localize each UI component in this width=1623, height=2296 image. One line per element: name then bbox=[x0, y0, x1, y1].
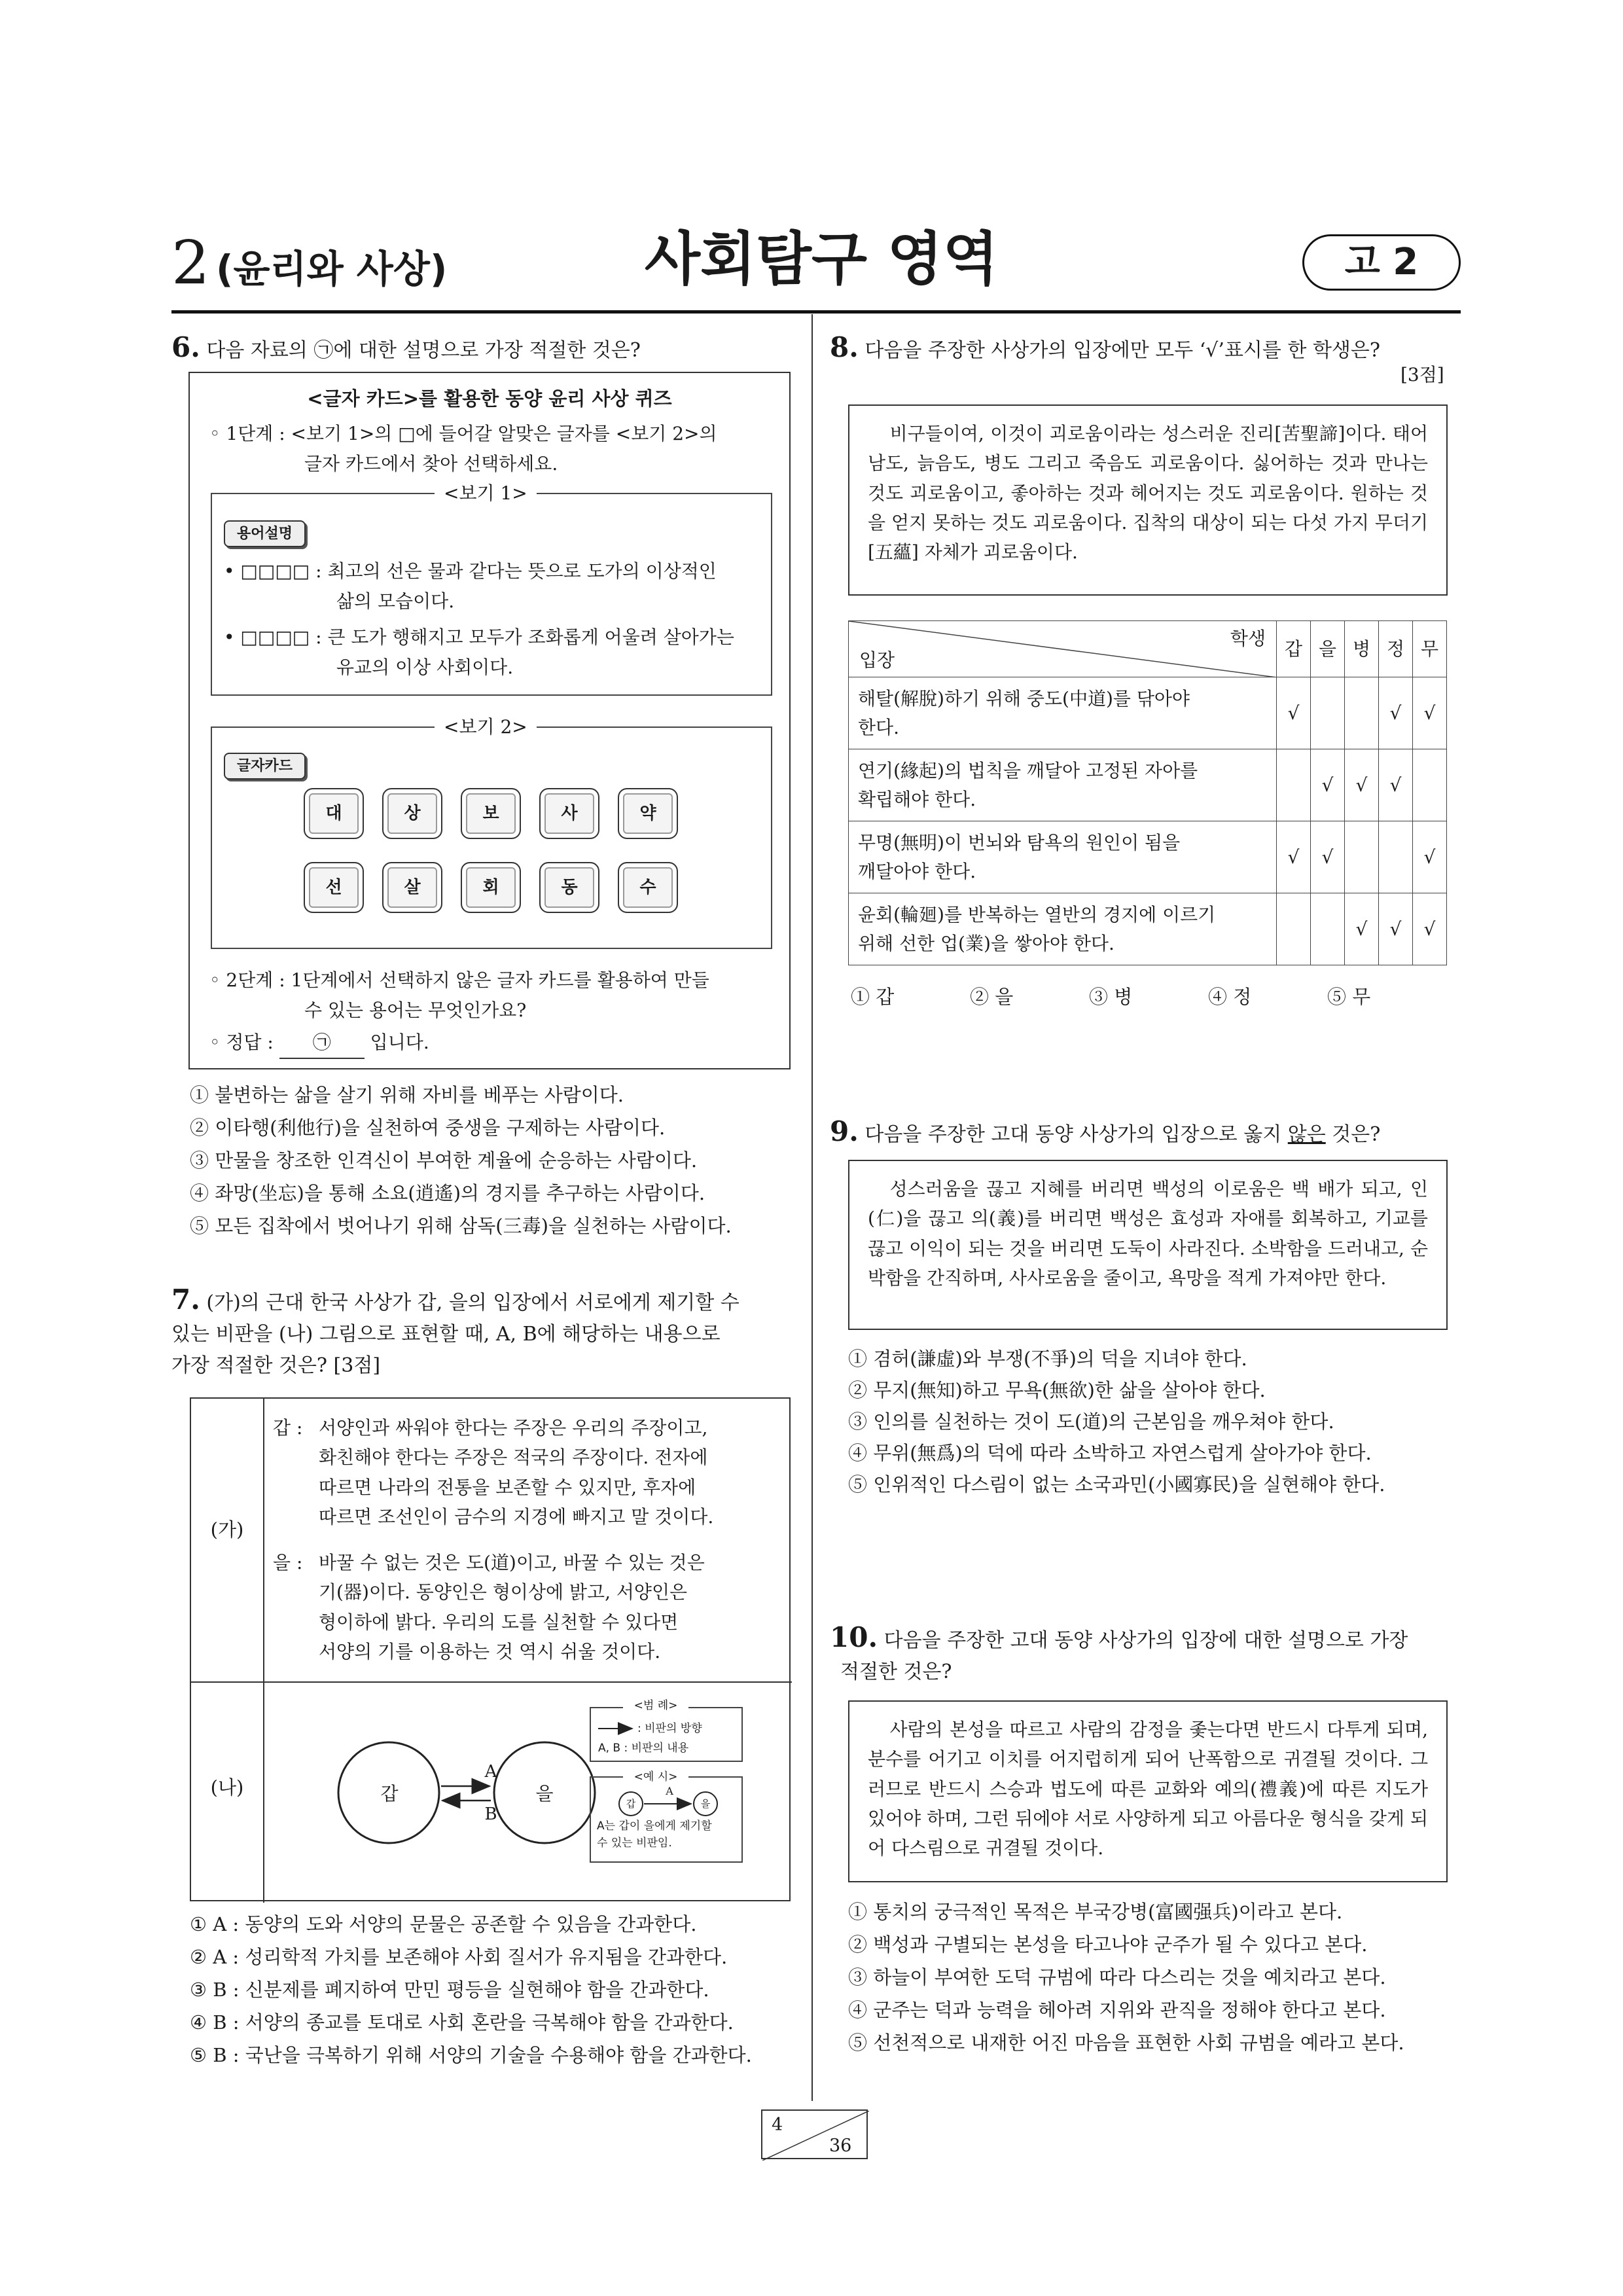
question-10-options bbox=[848, 1895, 1404, 2059]
legend-ab-text: A, B : 비판의 내용 bbox=[598, 1742, 689, 1755]
check-cell: √ bbox=[1311, 821, 1345, 893]
check-cell: √ bbox=[1413, 677, 1447, 749]
question-8-table-wrap bbox=[848, 620, 1447, 965]
question-text: 다음을 주장한 고대 동양 사상가의 입장으로 옳지 bbox=[865, 1123, 1282, 1146]
legend-title: <범 례> bbox=[623, 1698, 688, 1715]
subject-label: (윤리와 사상) bbox=[216, 247, 448, 291]
question-text-line1: (가)의 근대 한국 사상가 갑, 을의 입장에서 서로에게 제기할 수 bbox=[206, 1291, 740, 1314]
page-number: 2 bbox=[171, 228, 210, 298]
option[interactable]: ⑤ 인위적인 다스림이 없는 소국과민(小國寡民)을 실현해야 한다. bbox=[848, 1473, 1385, 1496]
table-corner-cell bbox=[849, 621, 1277, 677]
corner-students-label: 학생 bbox=[1230, 628, 1266, 649]
option[interactable]: ① 겸허(謙虛)와 부쟁(不爭)의 덕을 지녀야 한다. bbox=[848, 1348, 1247, 1370]
letter-card-tag: 글자카드 bbox=[224, 753, 306, 780]
example-box-1-legend: <보기 1> bbox=[435, 480, 537, 507]
question-6-options bbox=[190, 1079, 732, 1242]
letter-card: 살 bbox=[382, 862, 442, 913]
question-7-stem bbox=[171, 1284, 800, 1382]
option[interactable]: ③ B : 신분제를 폐지하여 만민 평등을 실현해야 함을 간과한다. bbox=[190, 1979, 709, 2001]
corner-positions-label: 입장 bbox=[859, 649, 895, 671]
letter-card: 약 bbox=[618, 788, 678, 839]
question-9-stem bbox=[830, 1109, 1458, 1153]
diagram-eul-label: 을 bbox=[535, 1783, 554, 1804]
term2-line1: • □□□□ : 큰 도가 행해지고 모두가 조화롭게 어울려 살아가는 bbox=[224, 626, 734, 648]
current-page: 4 bbox=[772, 2115, 783, 2135]
check-cell: √ bbox=[1277, 677, 1311, 749]
question-text: 다음 자료의 ㉠에 대한 설명으로 가장 적절한 것은? bbox=[206, 339, 641, 362]
example-a: A bbox=[666, 1785, 673, 1797]
example-title: <예 시> bbox=[623, 1769, 688, 1786]
student-header: 을 bbox=[1311, 621, 1345, 677]
check-cell: √ bbox=[1379, 749, 1413, 821]
term1-line2: 삶의 모습이다. bbox=[336, 590, 455, 612]
question-8-option[interactable]: ④ 정 bbox=[1208, 986, 1252, 1008]
label-na: (나) bbox=[210, 1776, 244, 1799]
example-box-2-legend: <보기 2> bbox=[435, 713, 537, 741]
student-header: 병 bbox=[1345, 621, 1379, 677]
term2-line2: 유교의 이상 사회이다. bbox=[336, 656, 514, 678]
question-10-passage: 사람의 본성을 따르고 사람의 감정을 좇는다면 반드시 다투게 되며, 분수를 어기고 이치를 어지럽히게 되어 난폭함으로 귀결될 것이다. 그러므로 반드시 스승과 법도에 따른 교화와 예의(禮義)에 따른 지도가 있어야 하며, 그런 뒤에야 서로 사양하게 되고 아름다운 형식을 갖게 되어 다스림으로 귀결될 것이다. bbox=[848, 1700, 1448, 1882]
check-cell bbox=[1413, 749, 1447, 821]
option[interactable]: ② 무지(無知)하고 무욕(無欲)한 삶을 살아야 한다. bbox=[848, 1379, 1266, 1401]
legend-arrow-text: : 비판의 방향 bbox=[637, 1722, 702, 1735]
check-cell: √ bbox=[1311, 749, 1345, 821]
points-label: [3점] bbox=[1400, 364, 1444, 386]
thinker-eul-label: 을 : bbox=[273, 1552, 303, 1573]
page-title: 사회탐구 영역 bbox=[645, 225, 999, 293]
example-eul: 을 bbox=[700, 1798, 711, 1810]
question-8-option[interactable]: ② 을 bbox=[970, 986, 1014, 1008]
letter-card: 수 bbox=[618, 862, 678, 913]
option[interactable]: ⑤ B : 국난을 극복하기 위해 서양의 기술을 수용해야 함을 간과한다. bbox=[190, 2044, 752, 2066]
letter-card: 선 bbox=[304, 862, 364, 913]
diagram-a-label: A bbox=[484, 1762, 497, 1782]
letter-card: 동 bbox=[539, 862, 599, 913]
question-text-line3: 가장 적절한 것은? [3점] bbox=[171, 1354, 381, 1377]
student-header: 무 bbox=[1413, 621, 1447, 677]
check-cell: √ bbox=[1379, 677, 1413, 749]
question-9-options bbox=[848, 1343, 1385, 1500]
letter-card: 상 bbox=[382, 788, 442, 839]
question-number: 10. bbox=[830, 1621, 878, 1653]
letter-card: 회 bbox=[461, 862, 521, 913]
check-cell bbox=[1277, 749, 1311, 821]
answer-suffix: 입니다. bbox=[370, 1031, 429, 1053]
table-row: 해탈(解脫)하기 위해 중도(中道)를 닦아야 한다. √ √ √ bbox=[849, 677, 1447, 749]
step2-line2: 수 있는 용어는 무엇인가요? bbox=[304, 999, 527, 1021]
step1-line2: 글자 카드에서 찾아 선택하세요. bbox=[304, 453, 558, 475]
option[interactable]: ① A : 동양의 도와 서양의 문물은 공존할 수 있음을 간과한다. bbox=[190, 1913, 697, 1935]
answer-line bbox=[209, 1028, 429, 1059]
letter-card: 대 bbox=[304, 788, 364, 839]
total-pages: 36 bbox=[829, 2136, 852, 2156]
student-header: 갑 bbox=[1277, 621, 1311, 677]
quiz-title: <글자 카드>를 활용한 동양 윤리 사상 퀴즈 bbox=[307, 387, 672, 410]
question-9-passage: 성스러움을 끊고 지혜를 버리면 백성의 이로움은 백 배가 되고, 인(仁)을 끊고 의(義)를 버리면 백성은 효성과 자애를 회복하고, 기교를 끊고 이익이 되는 것을 버리면 도둑이 사라진다. 소박함을 드러내고, 순박함을 간직하며, 사사로움을 줄이고, 욕망을 적게 가져야만 한다. bbox=[848, 1160, 1448, 1330]
check-cell: √ bbox=[1277, 821, 1311, 893]
question-number: 6. bbox=[171, 331, 200, 363]
table-row: 윤회(輪廻)를 반복하는 열반의 경지에 이르기 위해 선한 업(業)을 쌓아야 한다. √ √ √ bbox=[849, 893, 1447, 965]
page-indicator bbox=[761, 2109, 868, 2159]
diagram-gap-label: 갑 bbox=[380, 1783, 399, 1804]
question-text-line2: 있는 비판을 (나) 그림으로 표현할 때, A, B에 해당하는 내용으로 bbox=[171, 1323, 721, 1346]
option[interactable]: ③ 하늘이 부여한 도덕 규범에 따라 다스리는 것을 예치라고 본다. bbox=[848, 1966, 1386, 1988]
question-text-line1: 다음을 주장한 고대 동양 사상가의 입장에 대한 설명으로 가장 bbox=[883, 1629, 1408, 1652]
term-explanation-tag: 용어설명 bbox=[224, 520, 306, 547]
step1-line1: ◦ 1단계 : <보기 1>의 □에 들어갈 알맞은 글자를 <보기 2>의 bbox=[209, 423, 717, 444]
question-8-table bbox=[848, 620, 1447, 965]
student-header: 정 bbox=[1379, 621, 1413, 677]
option[interactable]: ② 백성과 구별되는 본성을 타고나야 군주가 될 수 있다고 본다. bbox=[848, 1933, 1368, 1956]
example-box-2 bbox=[211, 716, 772, 949]
thinker-eul-text: 바꿀 수 없는 것은 도(道)이고, 바꿀 수 있는 것은 기(器)이다. 동양인은 형이상에 밝고, 서양인은 형이하에 밝다. 우리의 도를 실천할 수 있다면 서양의 기를 이용하는 것 역시 쉬울 것이다. bbox=[319, 1552, 705, 1663]
check-cell bbox=[1345, 821, 1379, 893]
check-cell bbox=[1311, 893, 1345, 965]
thinker-gap-text: 서양인과 싸워야 한다는 주장은 우리의 주장이고, 화친해야 한다는 주장은 적국의 주장이다. 전자에 따르면 나라의 전통을 보존할 수 있지만, 후자에 따르면 조선인이 금수의 지경에 빠지고 말 것이다. bbox=[319, 1417, 714, 1528]
thinker-gap-label: 갑 : bbox=[273, 1417, 303, 1439]
check-cell bbox=[1379, 821, 1413, 893]
example-gap: 갑 bbox=[626, 1798, 636, 1810]
question-6-stem bbox=[171, 325, 800, 369]
question-8-option[interactable]: ① 갑 bbox=[851, 986, 895, 1008]
question-8-passage: 비구들이여, 이것이 괴로움이라는 성스러운 진리[苦聖諦]이다. 태어남도, 늙음도, 병도 그리고 죽음도 괴로움이다. 싫어하는 것과 만나는 것도 괴로움이고, 좋아하는 것과 헤어지는 것도 괴로움이다. 원하는 것을 얻지 못하는 것도 괴로움이다. 집착의 대상이 되는 다섯 가지 무더기[五蘊] 자체가 괴로움이다. bbox=[848, 404, 1448, 596]
question-text-end: 것은? bbox=[1332, 1123, 1381, 1146]
question-8-stem bbox=[830, 325, 1458, 369]
diagram-b-label: B bbox=[484, 1804, 497, 1824]
option[interactable]: ④ 군주는 덕과 능력을 헤아려 지위와 관직을 정해야 한다고 본다. bbox=[848, 1999, 1386, 2021]
option[interactable]: ④ B : 서양의 종교를 토대로 사회 혼란을 극복해야 함을 간과한다. bbox=[190, 2011, 734, 2034]
check-cell: √ bbox=[1413, 893, 1447, 965]
header-rule bbox=[171, 310, 1461, 314]
question-emphasis: 않은 bbox=[1287, 1123, 1326, 1146]
question-6-material-box bbox=[188, 372, 791, 1069]
option[interactable]: ① 불변하는 삶을 살기 위해 자비를 베푸는 사람이다. bbox=[190, 1084, 624, 1106]
grade-badge: 고 2 bbox=[1302, 234, 1461, 291]
check-cell: √ bbox=[1345, 749, 1379, 821]
option[interactable]: ② A : 성리학적 가치를 보존해야 사회 질서가 유지됨을 간과한다. bbox=[190, 1946, 728, 1968]
example-text: A는 갑이 을에게 제기할 수 있는 비판임. bbox=[597, 1820, 712, 1850]
label-ga: (가) bbox=[210, 1518, 244, 1541]
option[interactable]: ④ 좌망(坐忘)을 통해 소요(逍遙)의 경지를 추구하는 사람이다. bbox=[190, 1182, 705, 1204]
check-cell: √ bbox=[1345, 893, 1379, 965]
letter-card: 사 bbox=[539, 788, 599, 839]
question-10-stem bbox=[830, 1622, 1458, 1688]
table-row: 무명(無明)이 번뇌와 탐욕의 원인이 됨을 깨달아야 한다. √ √ √ bbox=[849, 821, 1447, 893]
question-7-options bbox=[190, 1908, 752, 2072]
check-cell bbox=[1345, 677, 1379, 749]
option[interactable]: ⑤ 모든 집착에서 벗어나기 위해 삼독(三毒)을 실천하는 사람이다. bbox=[190, 1215, 732, 1237]
option[interactable]: ① 통치의 궁극적인 목적은 부국강병(富國强兵)이라고 본다. bbox=[848, 1901, 1343, 1923]
answer-prefix: ◦ 정답 : bbox=[209, 1031, 274, 1053]
question-number: 9. bbox=[830, 1115, 859, 1147]
option[interactable]: ④ 무위(無爲)의 덕에 따라 소박하고 자연스럽게 살아가야 한다. bbox=[848, 1442, 1372, 1464]
question-8-option[interactable]: ③ 병 bbox=[1089, 986, 1133, 1008]
letter-card: 보 bbox=[461, 788, 521, 839]
question-number: 7. bbox=[171, 1283, 200, 1316]
question-8-option[interactable]: ⑤ 무 bbox=[1327, 986, 1371, 1008]
option[interactable]: ③ 인의를 실천하는 것이 도(道)의 근본임을 깨우쳐야 한다. bbox=[848, 1410, 1334, 1433]
step2-line1: ◦ 2단계 : 1단계에서 선택하지 않은 글자 카드를 활용하여 만들 bbox=[209, 969, 709, 991]
check-cell: √ bbox=[1413, 821, 1447, 893]
question-text: 다음을 주장한 사상가의 입장에만 모두 ‘√’표시를 한 학생은? bbox=[865, 339, 1380, 362]
answer-blank: ㉠ bbox=[279, 1028, 365, 1059]
check-cell bbox=[1277, 893, 1311, 965]
column-divider bbox=[812, 314, 813, 2101]
option[interactable]: ③ 만물을 창조한 인격신이 부여한 계율에 순응하는 사람이다. bbox=[190, 1149, 698, 1172]
question-7-material-box bbox=[190, 1397, 791, 1901]
example-box-1 bbox=[211, 482, 772, 696]
table-row: 연기(緣起)의 법칙을 깨달아 고정된 자아를 확립해야 한다. √ √ √ bbox=[849, 749, 1447, 821]
term1-line1: • □□□□ : 최고의 선은 물과 같다는 뜻으로 도가의 이상적인 bbox=[224, 560, 717, 582]
check-cell bbox=[1311, 677, 1345, 749]
check-cell: √ bbox=[1379, 893, 1413, 965]
option[interactable]: ② 이타행(利他行)을 실천하여 중생을 구제하는 사람이다. bbox=[190, 1117, 666, 1139]
option[interactable]: ⑤ 선천적으로 내재한 어진 마음을 표현한 사회 규범을 예라고 본다. bbox=[848, 2032, 1404, 2054]
question-text-line2: 적절한 것은? bbox=[840, 1660, 952, 1683]
question-number: 8. bbox=[830, 331, 859, 363]
